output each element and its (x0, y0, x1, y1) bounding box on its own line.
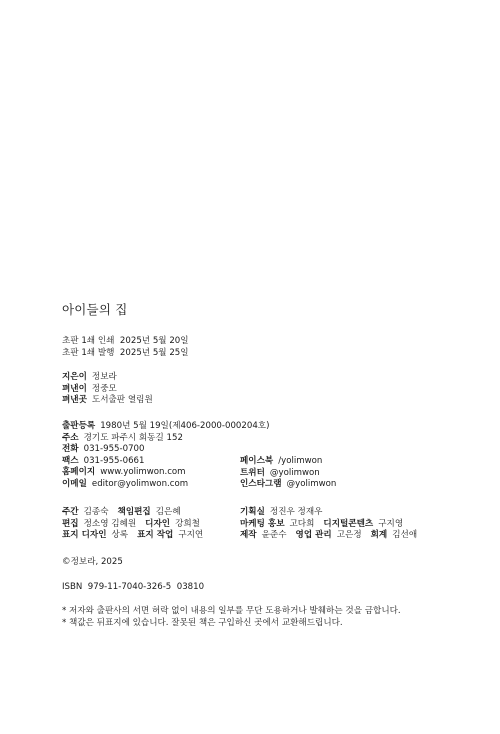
staff-label: 영업 관리 (295, 530, 332, 541)
contact-info (62, 421, 269, 491)
contact-value: 031-955-0661 (83, 455, 145, 466)
edition-date: 2025년 5월 25일 (119, 347, 189, 358)
contact-label: 홈페이지 (62, 467, 96, 478)
staff-label: 편집 (62, 518, 79, 529)
staff-value: 정소영 김혜원 (83, 518, 137, 529)
staff-label: 디자인 (145, 518, 171, 529)
people-line (62, 372, 153, 384)
contact-value: 031-955-0700 (83, 444, 145, 455)
social-handle: @yolimwon (269, 467, 320, 478)
staff-value: 구지영 (378, 518, 404, 529)
legal-note: * 저자와 출판사의 서면 허락 없이 내용의 일부를 무단 도용하거나 발췌하는 것을 금합니다. (62, 606, 401, 616)
social-line (240, 456, 336, 468)
staff-value: 김선애 (392, 530, 418, 541)
people-label: 펴낸이 (62, 383, 87, 394)
staff-line (62, 519, 203, 531)
contact-line (62, 421, 269, 433)
social-line (240, 468, 336, 480)
staff-value: 고다희 (289, 518, 315, 529)
contact-label: 이메일 (62, 478, 87, 489)
staff-line (62, 507, 203, 519)
staff-line (240, 519, 417, 531)
people-line (62, 395, 153, 407)
staff-line (240, 507, 417, 519)
social-line (240, 479, 336, 491)
staff-label: 표지 디자인 (62, 530, 107, 541)
staff-line (240, 530, 417, 542)
people-value: 정보라 (91, 372, 117, 382)
staff-label: 제작 (240, 530, 257, 541)
isbn: ISBN 979-11-7040-326-5 03810 (62, 582, 205, 592)
people-value: 정중모 (91, 383, 117, 394)
copyright-notice: ©정보라, 2025 (62, 557, 123, 567)
contact-label: 팩스 (62, 455, 79, 466)
website-url: www.yolimwon.com (100, 467, 186, 478)
staff-value: 윤준수 (261, 530, 287, 541)
staff-credits-right (240, 507, 417, 542)
staff-value: 고은정 (336, 530, 362, 541)
staff-label: 책임편집 (117, 507, 151, 517)
social-handle: @yolimwon (286, 479, 337, 490)
email-address: editor@yolimwon.com (91, 478, 189, 489)
legal-note: * 책값은 뒤표지에 있습니다. 잘못된 책은 구입하신 곳에서 교환해드립니다. (62, 617, 343, 628)
staff-label: 디지털콘텐츠 (323, 518, 374, 529)
edition-label: 초판 1쇄 발행 (62, 347, 115, 358)
staff-value: 상록 (111, 530, 129, 541)
contact-value: 1980년 5월 19일(제406-2000-000204호) (100, 421, 270, 431)
legal-notes (62, 606, 401, 629)
edition-line (62, 348, 189, 360)
contact-line (62, 479, 269, 491)
social-label: 인스타그램 (240, 479, 282, 490)
people-line (62, 384, 153, 396)
staff-label: 주간 (62, 507, 79, 517)
social-handle: /yolimwon (278, 456, 323, 466)
contact-value: 경기도 파주시 회동길 152 (83, 432, 183, 443)
staff-value: 구지연 (178, 530, 204, 541)
contact-label: 출판등록 (62, 421, 96, 431)
people-value: 도서출판 열림원 (91, 395, 153, 406)
publisher-people (62, 372, 153, 407)
contact-label: 전화 (62, 444, 79, 455)
staff-line (62, 530, 203, 542)
staff-label: 표지 작업 (137, 530, 174, 541)
social-info (240, 456, 336, 491)
staff-credits-left (62, 507, 203, 542)
edition-date: 2025년 5월 20일 (119, 336, 189, 346)
staff-value: 김은혜 (155, 507, 181, 517)
edition-info (62, 336, 189, 359)
contact-label: 주소 (62, 432, 79, 443)
staff-label: 기획실 (240, 507, 265, 517)
book-title: 아이들의 집 (62, 302, 128, 317)
staff-value: 김종숙 (83, 507, 109, 517)
people-label: 지은이 (62, 372, 87, 382)
edition-label: 초판 1쇄 인쇄 (62, 336, 115, 346)
people-label: 펴낸곳 (62, 395, 87, 406)
social-label: 페이스북 (240, 456, 274, 466)
contact-line (62, 444, 269, 456)
contact-line (62, 456, 269, 468)
staff-label: 마케팅 홍보 (240, 518, 285, 529)
edition-line (62, 336, 189, 348)
contact-line (62, 467, 269, 479)
staff-value: 정진우 정재우 (269, 507, 323, 517)
social-label: 트위터 (240, 467, 265, 478)
staff-label: 회계 (370, 530, 388, 541)
contact-line (62, 433, 269, 445)
staff-value: 강희철 (175, 518, 200, 529)
